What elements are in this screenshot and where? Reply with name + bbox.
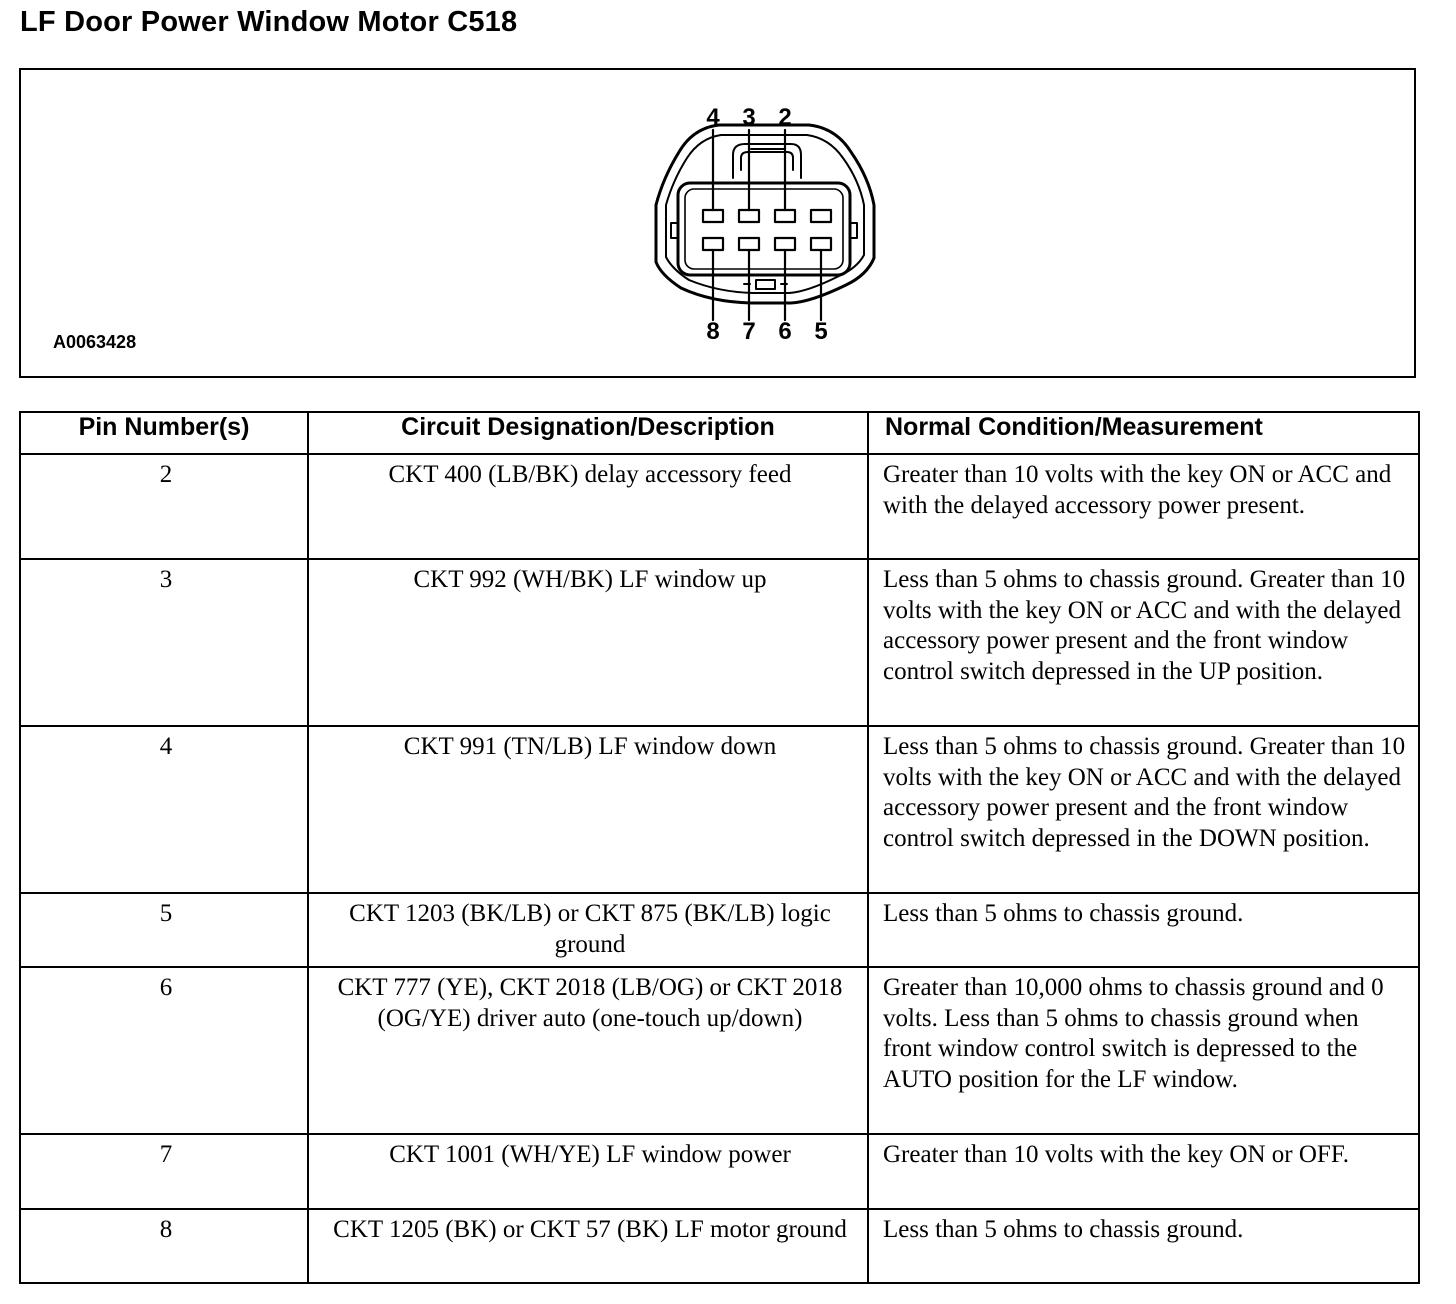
cell-condition: Greater than 10 volts with the key ON or ACC and with the delayed accessory power present. bbox=[868, 454, 1419, 559]
table-header-row bbox=[20, 412, 1419, 454]
terminal-pin-5 bbox=[811, 238, 831, 250]
header-condition: Normal Condition/Measurement bbox=[868, 412, 1419, 454]
cell-condition: Less than 5 ohms to chassis ground. Greater than 10 volts with the key ON or ACC and with the delayed accessory power present and the front window control switch depressed in the DOWN position. bbox=[868, 726, 1419, 893]
figure-id: A0063428 bbox=[53, 332, 137, 352]
pin-label-bottom-1: 8 bbox=[706, 318, 720, 345]
cell-pin: 8 bbox=[20, 1209, 308, 1283]
pin-label-top-1: 4 bbox=[706, 104, 720, 131]
terminal-pin-empty bbox=[811, 210, 831, 222]
cell-pin: 4 bbox=[20, 726, 308, 893]
connector-figure bbox=[19, 68, 1416, 378]
cell-pin: 6 bbox=[20, 967, 308, 1134]
cell-circuit: CKT 1205 (BK) or CKT 57 (BK) LF motor ground bbox=[308, 1209, 868, 1283]
cell-condition: Less than 5 ohms to chassis ground. bbox=[868, 1209, 1419, 1283]
pin-label-top-2: 3 bbox=[742, 104, 756, 131]
cell-condition: Greater than 10 volts with the key ON or OFF. bbox=[868, 1134, 1419, 1209]
page-title: LF Door Power Window Motor C518 bbox=[20, 6, 518, 38]
pin-label-bottom-3: 6 bbox=[778, 318, 792, 345]
terminal-pin-7 bbox=[739, 238, 759, 250]
cell-condition: Less than 5 ohms to chassis ground. Greater than 10 volts with the key ON or ACC and with the delayed accessory power present and the front window control switch depressed in the UP position. bbox=[868, 559, 1419, 726]
pin-label-top-3: 2 bbox=[778, 104, 792, 131]
table-row bbox=[20, 1209, 1419, 1283]
cell-circuit: CKT 400 (LB/BK) delay accessory feed bbox=[308, 454, 868, 559]
table-row bbox=[20, 893, 1419, 967]
cell-condition: Greater than 10,000 ohms to chassis ground and 0 volts. Less than 5 ohms to chassis ground when front window control switch is depressed to the AUTO position for the LF window. bbox=[868, 967, 1419, 1134]
table-row bbox=[20, 1134, 1419, 1209]
header-circuit: Circuit Designation/Description bbox=[308, 412, 868, 454]
table-row bbox=[20, 559, 1419, 726]
cell-pin: 5 bbox=[20, 893, 308, 967]
cell-condition: Less than 5 ohms to chassis ground. bbox=[868, 893, 1419, 967]
terminal-pin-6 bbox=[775, 238, 795, 250]
cell-circuit: CKT 1203 (BK/LB) or CKT 875 (BK/LB) logic ground bbox=[308, 893, 868, 967]
terminal-pin-2 bbox=[775, 210, 795, 222]
table-row bbox=[20, 967, 1419, 1134]
terminal-pin-4 bbox=[703, 210, 723, 222]
cell-circuit: CKT 991 (TN/LB) LF window down bbox=[308, 726, 868, 893]
pin-label-bottom-2: 7 bbox=[742, 318, 756, 345]
cell-pin: 3 bbox=[20, 559, 308, 726]
cell-circuit: CKT 777 (YE), CKT 2018 (LB/OG) or CKT 2018 (OG/YE) driver auto (one-touch up/down) bbox=[308, 967, 868, 1134]
table-row bbox=[20, 454, 1419, 559]
cell-pin: 2 bbox=[20, 454, 308, 559]
cell-circuit: CKT 1001 (WH/YE) LF window power bbox=[308, 1134, 868, 1209]
pin-cavity bbox=[678, 183, 850, 275]
pin-label-bottom-4: 5 bbox=[814, 318, 828, 345]
pin-table bbox=[19, 411, 1420, 1284]
cell-circuit: CKT 992 (WH/BK) LF window up bbox=[308, 559, 868, 726]
header-pin-number: Pin Number(s) bbox=[20, 412, 308, 454]
terminal-pin-3 bbox=[739, 210, 759, 222]
table-row bbox=[20, 726, 1419, 893]
cell-pin: 7 bbox=[20, 1134, 308, 1209]
terminal-pin-8 bbox=[703, 238, 723, 250]
